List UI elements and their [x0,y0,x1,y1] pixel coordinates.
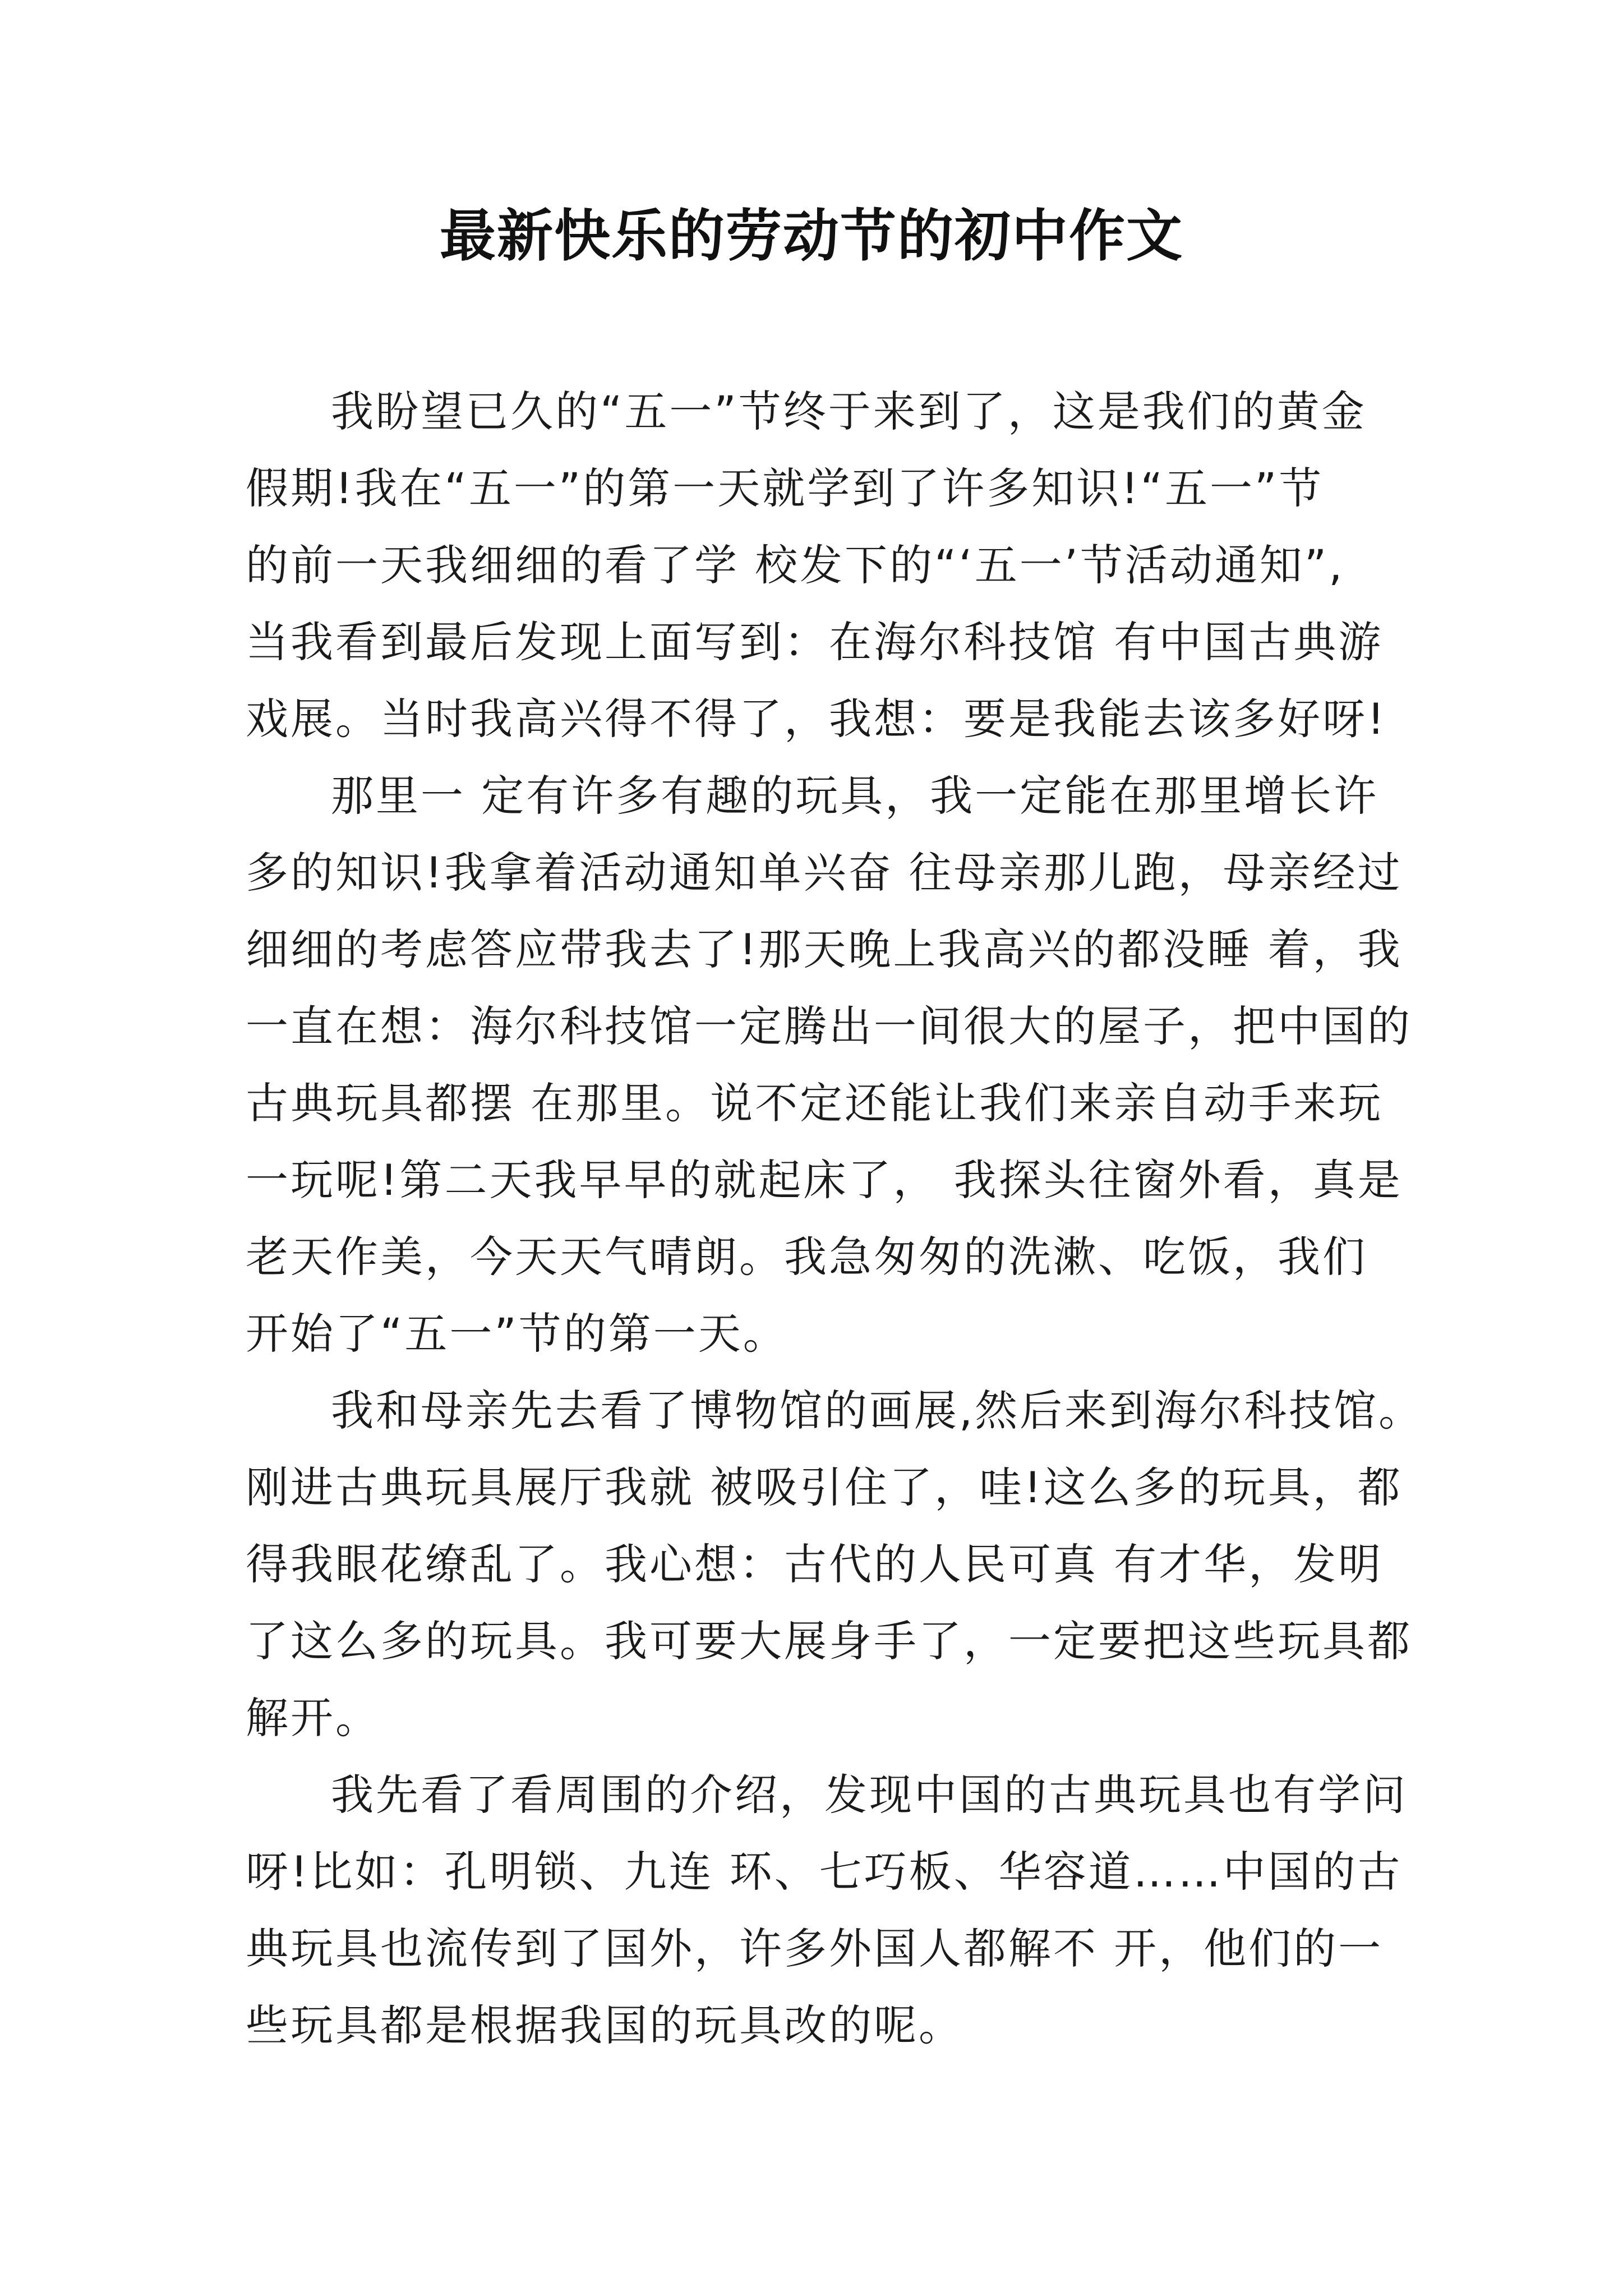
paragraph-line: 戏展。当时我高兴得不得了，我想：要是我能去该多好呀! [246,694,1387,744]
document-title: 最新快乐的劳动节的初中作文 [440,203,1183,269]
paragraph-line: 一玩呢!第二天我早早的就起床了， 我探头往窗外看，真是 [246,1155,1403,1205]
paragraph-line: 细细的考虑答应带我去了!那天晚上我高兴的都没睡 着，我 [246,924,1403,974]
paragraph-line: 多的知识!我拿着活动通知单兴奋 往母亲那儿跑，母亲经过 [246,848,1403,898]
paragraph-line: 我和母亲先去看了博物馆的画展,然后来到海尔科技馆。 [331,1386,1424,1435]
paragraph-line: 我先看了看周围的介绍，发现中国的古典玩具也有学问 [331,1770,1408,1820]
document-body [246,373,1424,2064]
paragraph-line: 呀!比如：孔明锁、九连 环、七巧板、华容道……中国的古 [246,1847,1403,1897]
paragraph-line: 得我眼花缭乱了。我心想：古代的人民可真 有才华，发明 [246,1539,1384,1589]
paragraph-line: 解开。 [246,1693,380,1743]
paragraph-line: 的前一天我细细的看了学 校发下的“‘五一’节活动通知”, [246,540,1345,590]
paragraph-line: 一直在想：海尔科技馆一定腾出一间很大的屋子，把中国的 [246,1001,1412,1051]
paragraph-line: 些玩具都是根据我国的玩具改的呢。 [246,2000,963,2050]
paragraph-line: 了这么多的玩具。我可要大展身手了，一定要把这些玩具都 [246,1616,1412,1666]
paragraph-line: 刚进古典玩具展厅我就 被吸引住了，哇!这么多的玩具，都 [246,1462,1403,1512]
paragraph-line: 当我看到最后发现上面写到：在海尔科技馆 有中国古典游 [246,617,1384,667]
paragraph-line: 那里一 定有许多有趣的玩具，我一定能在那里增长许 [331,771,1379,821]
paragraph-line: 古典玩具都摆 在那里。说不定还能让我们来亲自动手来玩 [246,1078,1384,1128]
paragraph-line: 典玩具也流传到了国外，许多外国人都解不 开，他们的一 [246,1924,1384,1973]
paragraph-line: 老天作美，今天天气晴朗。我急匆匆的洗漱、吃饭，我们 [246,1232,1367,1282]
paragraph-line: 开始了“五一”节的第一天。 [246,1309,788,1359]
paragraph-line: 假期!我在“五一”的第一天就学到了许多知识!“五一”节 [246,463,1324,513]
paragraph-line: 我盼望已久的“五一”节终于来到了，这是我们的黄金 [331,386,1367,436]
